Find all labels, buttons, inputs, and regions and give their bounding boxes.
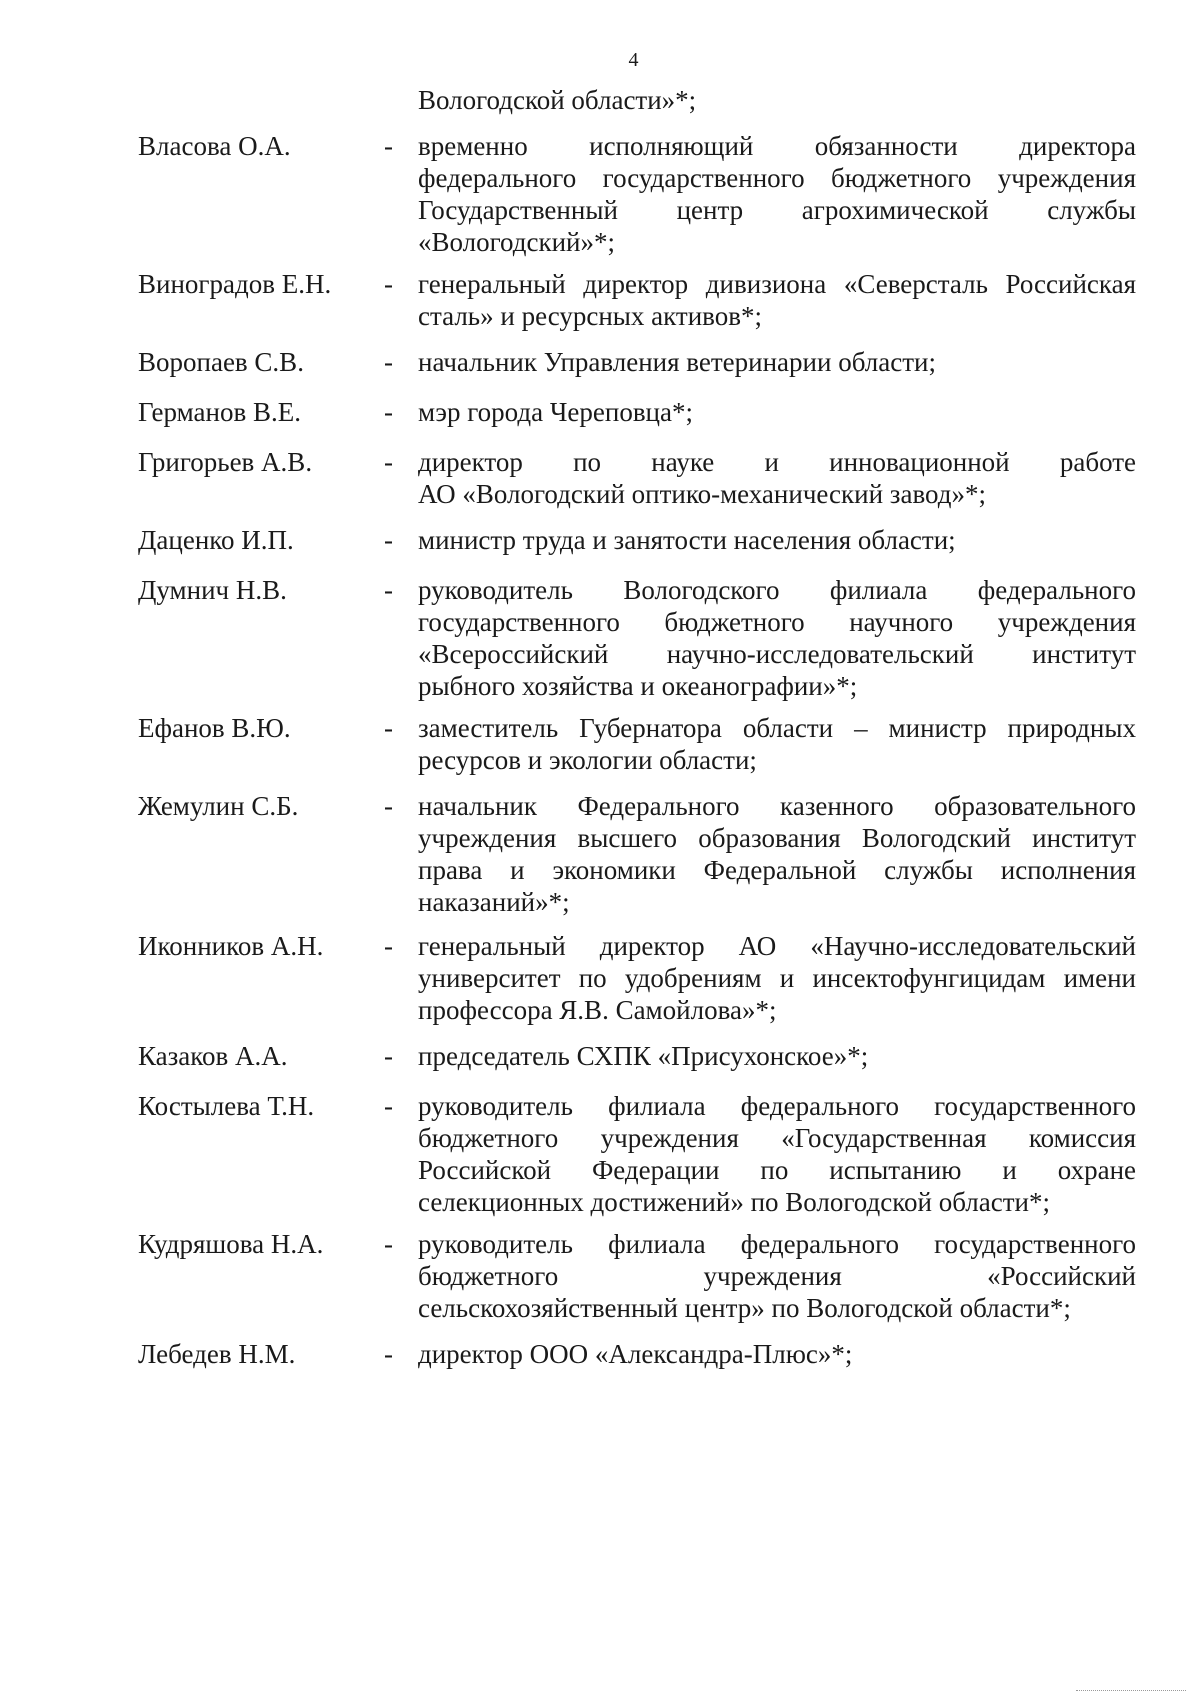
entry-dash: - (384, 447, 393, 477)
position-line: мэр города Череповца*; (418, 397, 693, 427)
position-line: АО «Вологодский оптико-механический завод»*; (418, 479, 986, 509)
member-name: Кудряшова Н.А. (138, 1229, 324, 1259)
position-line: «Всероссийский научно-исследовательский институт (418, 639, 1136, 669)
position-line: «Вологодский»*; (418, 227, 615, 257)
position-line: министр труда и занятости населения области; (418, 525, 956, 555)
position-line: начальник Федерального казенного образовательного (418, 791, 1136, 821)
member-name: Власова О.А. (138, 131, 291, 161)
position-line: заместитель Губернатора области – министр природных (418, 713, 1136, 743)
position-line: учреждения высшего образования Вологодский институт (418, 823, 1136, 853)
scan-artifact (1076, 1684, 1186, 1691)
position-line: сталь» и ресурсных активов*; (418, 301, 762, 331)
position-line: начальник Управления ветеринарии области; (418, 347, 936, 377)
member-name: Даценко И.П. (138, 525, 294, 555)
member-position (418, 268, 1136, 332)
member-name: Воропаев С.В. (138, 347, 304, 377)
member-position (418, 346, 1136, 378)
entry-dash: - (384, 397, 393, 427)
member-name: Костылева Т.Н. (138, 1091, 315, 1121)
member-name: Лебедев Н.М. (138, 1339, 296, 1369)
member-position (418, 574, 1136, 702)
member-position (418, 930, 1136, 1026)
position-line: права и экономики Федеральной службы исполнения (418, 855, 1136, 885)
position-line: директор по науке и инновационной работе (418, 447, 1136, 477)
entry-dash: - (384, 1229, 393, 1259)
position-line: университет по удобрениям и инсектофунгицидам имени (418, 963, 1136, 993)
position-line: генеральный директор дивизиона «Северсталь Российская (418, 269, 1136, 299)
entry-dash: - (384, 791, 393, 821)
member-position (418, 712, 1136, 776)
member-name: Жемулин С.Б. (138, 791, 299, 821)
entry-dash: - (384, 931, 393, 961)
position-line: председатель СХПК «Присухонское»*; (418, 1041, 869, 1071)
member-position (418, 1338, 1136, 1370)
position-line: Российской Федерации по испытанию и охране (418, 1155, 1136, 1185)
position-line: Государственный центр агрохимической службы (418, 195, 1136, 225)
position-line: руководитель филиала федерального государственного (418, 1091, 1136, 1121)
member-name: Казаков А.А. (138, 1041, 288, 1071)
page-number: 4 (628, 49, 639, 71)
member-position (418, 1228, 1136, 1324)
position-line: бюджетного учреждения «Государственная комиссия (418, 1123, 1136, 1153)
member-position (418, 790, 1136, 918)
entry-dash: - (384, 347, 393, 377)
continuation-text: Вологодской области»*; (418, 85, 697, 115)
member-name: Германов В.Е. (138, 397, 301, 427)
member-position (418, 524, 1136, 556)
position-line: генеральный директор АО «Научно-исследовательский (418, 931, 1136, 961)
member-position (418, 1090, 1136, 1218)
entry-dash: - (384, 713, 393, 743)
position-line: рыбного хозяйства и океанографии»*; (418, 671, 858, 701)
position-line: наказаний»*; (418, 887, 570, 917)
member-position (418, 446, 1136, 510)
member-position (418, 396, 1136, 428)
position-line: сельскохозяйственный центр» по Вологодской области*; (418, 1293, 1071, 1323)
member-position (418, 130, 1136, 258)
position-line: профессора Я.В. Самойлова»*; (418, 995, 777, 1025)
position-line: ресурсов и экологии области; (418, 745, 757, 775)
entry-dash: - (384, 1339, 393, 1369)
position-line: руководитель филиала федерального государственного (418, 1229, 1136, 1259)
entry-dash: - (384, 1091, 393, 1121)
position-line: временно исполняющий обязанности директора (418, 131, 1136, 161)
entry-dash: - (384, 131, 393, 161)
entry-dash: - (384, 525, 393, 555)
member-name: Ефанов В.Ю. (138, 713, 291, 743)
position-line: директор ООО «Александра-Плюс»*; (418, 1339, 853, 1369)
member-name: Иконников А.Н. (138, 931, 324, 961)
member-name: Виноградов Е.Н. (138, 269, 332, 299)
entry-dash: - (384, 575, 393, 605)
position-line: государственного бюджетного научного учреждения (418, 607, 1136, 637)
position-line: селекционных достижений» по Вологодской области*; (418, 1187, 1050, 1217)
entry-dash: - (384, 269, 393, 299)
entry-dash: - (384, 1041, 393, 1071)
member-name: Думнич Н.В. (138, 575, 287, 605)
member-position (418, 1040, 1136, 1072)
position-line: федерального государственного бюджетного учреждения (418, 163, 1136, 193)
position-line: бюджетного учреждения «Российский (418, 1261, 1136, 1291)
member-name: Григорьев А.В. (138, 447, 313, 477)
position-line: руководитель Вологодского филиала федерального (418, 575, 1136, 605)
